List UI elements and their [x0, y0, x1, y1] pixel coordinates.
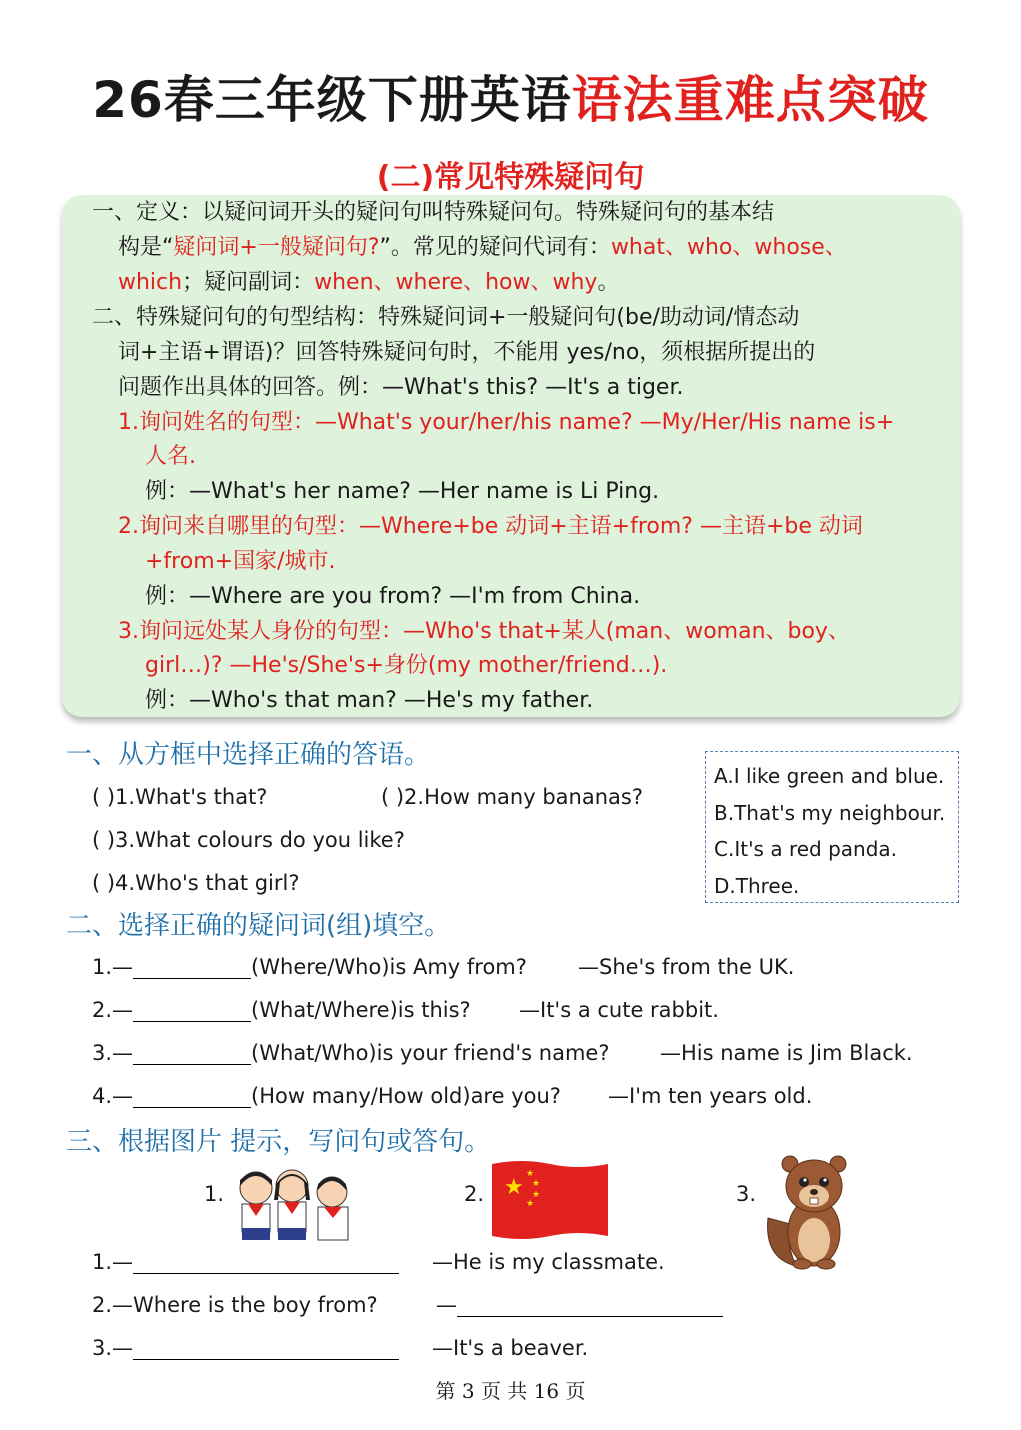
section3-heading: 三、根据图片 提示，写问句或答句。 [66, 1127, 491, 1157]
box-line-6: 问题作出具体的回答。例：—What's this? —It's a tiger. [118, 375, 684, 400]
blank[interactable] [133, 956, 251, 979]
box-line-13: 3.询问远处某人身份的句型：—Who's that+某人(man、woman、boy、 [118, 619, 850, 644]
child-1 [240, 1172, 272, 1240]
s3-answer-1: —He is my classmate. [432, 1250, 665, 1274]
box-line-3: which；疑问副词：when、where、how、why。 [118, 270, 620, 295]
china-flag-illustration [492, 1160, 608, 1240]
s3-answer-2: — [436, 1293, 723, 1317]
box-line-15: 例：—Who's that man? —He's my father. [145, 688, 594, 713]
options-box [705, 751, 959, 903]
s3-row-1: 1.— [92, 1250, 399, 1274]
section1-heading: 一、从方框中选择正确的答语。 [66, 740, 431, 770]
s2-item-3: 3.— (What/Who)is your friend's name? [92, 1041, 610, 1065]
s2-answer-3: —His name is Jim Black. [660, 1041, 913, 1065]
box-line-9: 例：—What's her name? —Her name is Li Ping. [145, 479, 660, 504]
svg-text:★: ★ [526, 1169, 535, 1179]
box-line-1: 一、定义：以疑问词开头的疑问句叫特殊疑问句。特殊疑问句的基本结 [92, 200, 775, 225]
blank[interactable] [133, 1042, 251, 1065]
s1-question-2[interactable]: ( )2.How many bananas? [381, 785, 643, 809]
svg-text:★: ★ [532, 1190, 541, 1200]
s1-question-1[interactable]: ( )1.What's that? [92, 785, 268, 809]
s2-answer-2: —It's a cute rabbit. [519, 998, 719, 1022]
blank[interactable] [457, 1294, 723, 1317]
blank[interactable] [133, 1251, 399, 1274]
title-red: 语法重难点突破 [571, 71, 929, 129]
box-line-11: +from+国家/城市. [145, 549, 336, 574]
svg-text:★: ★ [526, 1199, 535, 1209]
section2-heading: 二、选择正确的疑问词(组)填空。 [66, 911, 451, 941]
page-footer: 第 3 页 共 16 页 [435, 1379, 586, 1403]
title-black: 26春三年级下册英语 [92, 71, 572, 129]
blank[interactable] [133, 1085, 251, 1108]
s3-row-3: 3.— [92, 1336, 399, 1360]
option-b: B.That's my neighbour. [714, 800, 946, 825]
box-line-5: 词+主语+谓语)？回答特殊疑问句时，不能用 yes/no，须根据所提出的 [118, 340, 816, 365]
s2-item-1: 1.— (Where/Who)is Amy from? [92, 955, 527, 979]
option-c: C.It's a red panda. [714, 837, 898, 861]
box-line-8: 人名. [145, 444, 196, 469]
pic-label-3: 3. [736, 1182, 757, 1206]
box-line-2: 构是“疑问词+一般疑问句?”。常见的疑问代词有：what、who、whose、 [118, 235, 847, 260]
child-2 [274, 1170, 310, 1240]
blank[interactable] [133, 1337, 399, 1360]
blank[interactable] [133, 999, 251, 1022]
box-line-14: girl…)? —He's/She's+身份(my mother/friend…). [145, 653, 668, 678]
beaver-illustration [766, 1148, 862, 1272]
page-subtitle: (二)常见特殊疑问句 [376, 160, 645, 195]
s2-answer-4: —I'm ten years old. [608, 1084, 813, 1108]
s3-row-2: 2.—Where is the boy from? [92, 1293, 378, 1317]
s1-question-3[interactable]: ( )3.What colours do you like? [92, 828, 405, 852]
box-line-12: 例：—Where are you from? —I'm from China. [145, 584, 641, 609]
page-title [0, 60, 1021, 132]
s3-answer-3: —It's a beaver. [432, 1336, 589, 1360]
box-line-4: 二、特殊疑问句的句型结构：特殊疑问词+一般疑问句(be/助动词/情态动 [92, 305, 800, 330]
s2-answer-1: —She's from the UK. [578, 955, 795, 979]
svg-text:★: ★ [504, 1175, 524, 1200]
child-3 [317, 1177, 348, 1240]
children-illustration [234, 1160, 354, 1244]
box-line-10: 2.询问来自哪里的句型：—Where+be 动词+主语+from? —主语+be 动词 [118, 514, 863, 539]
box-line-7: 1.询问姓名的句型：—What's your/her/his name? —My/Her/His name is+ [118, 410, 895, 435]
option-d: D.Three. [714, 873, 800, 898]
s2-item-2: 2.— (What/Where)is this? [92, 998, 471, 1022]
s2-item-4: 4.— (How many/How old)are you? [92, 1084, 561, 1108]
pic-label-1: 1. [204, 1182, 225, 1206]
pic-label-2: 2. [464, 1182, 485, 1206]
option-a: A.I like green and blue. [714, 764, 945, 788]
svg-text:★: ★ [532, 1179, 541, 1189]
s1-question-4[interactable]: ( )4.Who's that girl? [92, 871, 300, 895]
